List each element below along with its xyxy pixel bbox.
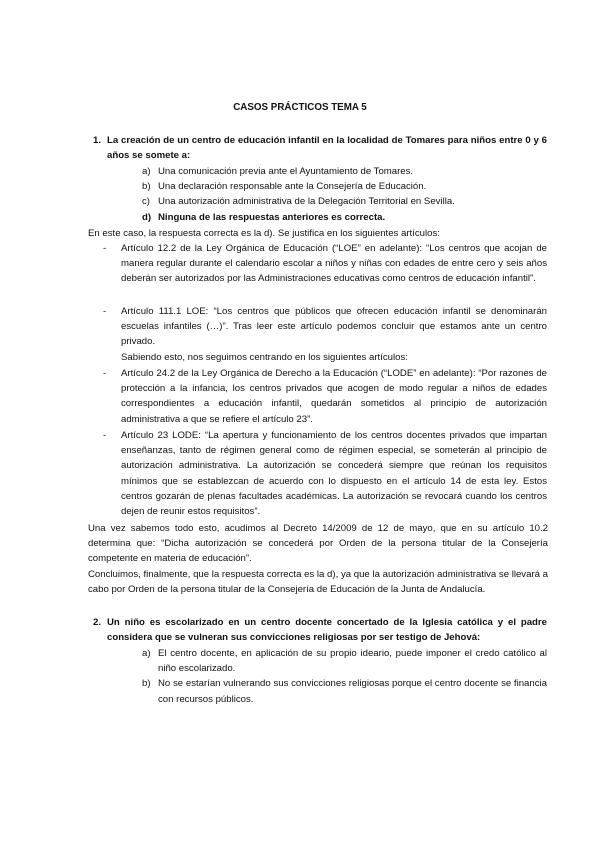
question-2 bbox=[93, 615, 547, 645]
option-letter: a) bbox=[142, 648, 151, 659]
question-1-options bbox=[142, 164, 547, 225]
option-d bbox=[142, 210, 547, 225]
option-text: No se estarían vulnerando sus convicciones religiosas porque el centro docente se financia con recursos públicos. bbox=[158, 678, 547, 705]
bullet-item bbox=[103, 366, 547, 427]
question-number: 1. bbox=[93, 135, 102, 146]
option-text: Una declaración responsable ante la Consejería de Educación. bbox=[158, 181, 427, 193]
option-letter: c) bbox=[142, 196, 150, 208]
bullet-text: Artículo 23 LODE: “La apertura y funcionamiento de los centros docentes privados que impartan enseñanzas, tanto de régimen general como de régimen especial, se someterán al principio de autorización administrativa. La autorización se concederá siempre que reúnan los requisitos mínimos que se establezcan de acuerdo con lo dispuesto en el artículo 14 de esta ley. Estos centros gozarán de plenas facultades académicas. La autorización se revocará cuando los centros dejen de reunir estos requisitos”. bbox=[121, 430, 547, 518]
option-a bbox=[142, 646, 547, 676]
bullet-marker: - bbox=[103, 368, 107, 379]
bullet-text: Artículo 111.1 LOE: “Los centros que públicos que ofrecen educación infantil se denominarán escuelas infantiles (…)”. Tras leer este artículo podemos concluir que estamos ante un centro privado. bbox=[121, 306, 547, 348]
option-b bbox=[142, 676, 547, 706]
decreto-paragraph: Una vez sabemos todo esto, acudimos al Decreto 14/2009 de 12 de mayo, que en su artículo 10.2 determina que: “Dicha autorización se concederá por Orden de la persona titular de la Consejería competente en materia de educación”. bbox=[88, 523, 548, 565]
option-text: Ninguna de las respuestas anteriores es correcta. bbox=[158, 211, 386, 223]
bullet-item bbox=[103, 428, 547, 519]
option-letter: d) bbox=[142, 211, 152, 223]
question-text: Un niño es escolarizado en un centro docente concertado de la Iglesia católica y el padre considera que se vulneran sus convicciones religiosas por ser testigo de Jehová: bbox=[107, 617, 547, 644]
bullet-marker: - bbox=[103, 243, 107, 254]
bullet-marker: - bbox=[103, 306, 107, 317]
bullet-text: Artículo 12.2 de la Ley Orgánica de Educación (“LOE” en adelante): “Los centros que acojan de manera regular durante el calendario escolar a niños y niñas con edades de entre cero y seis años deberán ser autorizados por las Administraciones educativas como centros de educación infantil”. bbox=[121, 243, 547, 285]
answer-intro: En este caso, la respuesta correcta es la d). Se justifica en los siguientes artículos: bbox=[88, 228, 440, 239]
document-title: CASOS PRÁCTICOS TEMA 5 bbox=[233, 102, 367, 113]
conclusion-paragraph: Concluimos, finalmente, que la respuesta correcta es la d), ya que la autorización administrativa se llevará a cabo por Orden de la persona titular de la Consejería de Educación de la Junta de Andalucía. bbox=[88, 569, 548, 596]
question-2-options bbox=[142, 646, 547, 707]
question-number: 2. bbox=[93, 617, 102, 628]
option-a bbox=[142, 164, 547, 179]
option-c bbox=[142, 194, 547, 209]
option-letter: a) bbox=[142, 166, 151, 177]
option-text: Una autorización administrativa de la Delegación Territorial en Sevilla. bbox=[158, 196, 455, 208]
bullet-text: Artículo 24.2 de la Ley Orgánica de Derecho a la Educación (“LODE” en adelante): “Por razones de protección a la infancia, los centros privados que acogen de modo regular a niños de edades correspondientes a educación infantil, quedarán sometidos al principio de autorización administrativa a que se refiere el artículo 23”. bbox=[121, 368, 547, 425]
option-letter: b) bbox=[142, 678, 151, 690]
option-text: El centro docente, en aplicación de su propio ideario, puede imponer el credo católico al niño escolarizado. bbox=[158, 648, 547, 675]
question-text: La creación de un centro de educación infantil en la localidad de Tomares para niños entre 0 y 6 años se somete a: bbox=[107, 135, 547, 162]
bullet-marker: - bbox=[103, 430, 107, 441]
bullet-item bbox=[103, 304, 547, 350]
option-text: Una comunicación previa ante el Ayuntamiento de Tomares. bbox=[158, 166, 414, 177]
bullet-item bbox=[103, 241, 547, 287]
option-letter: b) bbox=[142, 181, 151, 193]
option-b bbox=[142, 179, 547, 194]
transition-text: Sabiendo esto, nos seguimos centrando en los siguientes artículos: bbox=[121, 352, 408, 363]
question-1 bbox=[93, 133, 547, 163]
